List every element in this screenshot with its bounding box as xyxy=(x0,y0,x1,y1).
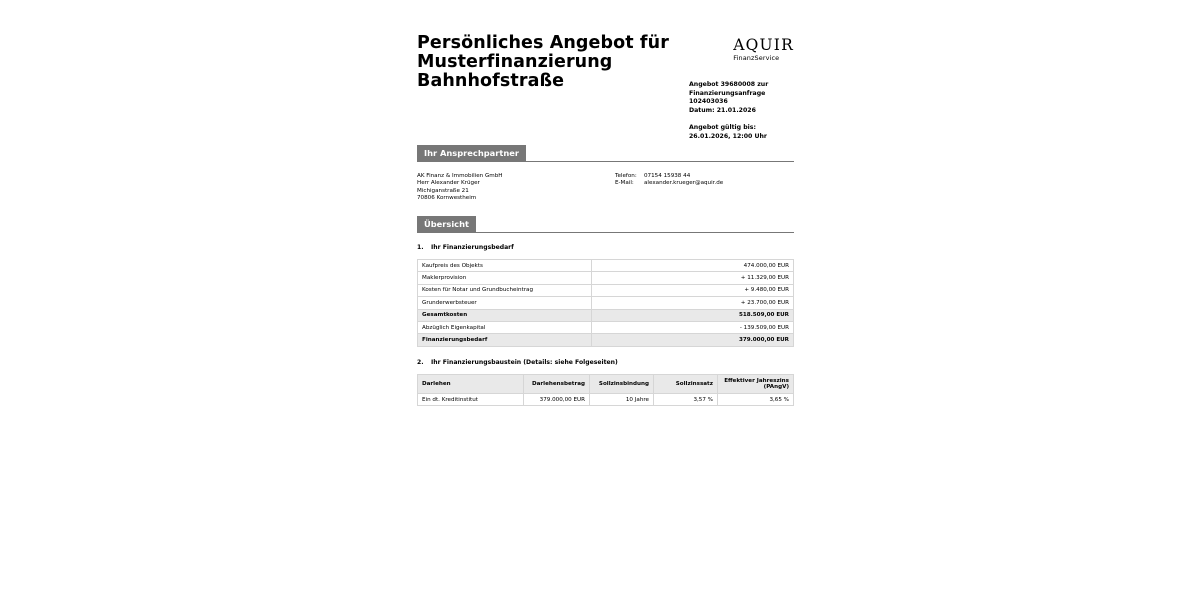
title-line-2: Musterfinanzierung Bahnhofstraße xyxy=(417,52,613,91)
offer-info xyxy=(689,81,799,142)
row-value: + 11.329,00 EUR xyxy=(592,272,794,284)
contact-section-bar xyxy=(417,145,794,162)
row-value: + 9.480,00 EUR xyxy=(592,284,794,296)
loan-name: Ein dt. Kreditinstitut xyxy=(418,394,524,406)
table-row xyxy=(418,284,794,296)
row-label: Maklerprovision xyxy=(418,272,592,284)
loan-rate: 3,57 % xyxy=(654,394,718,406)
request-number: Finanzierungsanfrage 102403036 xyxy=(689,89,766,106)
row-label: Kaufpreis des Objekts xyxy=(418,260,592,272)
col-header-effective-rate xyxy=(718,375,794,394)
phone-label: Telefon: xyxy=(615,173,637,179)
address-line: 70806 Kornwestheim xyxy=(417,194,477,201)
loan-table-header xyxy=(418,375,794,394)
loan-amount: 379.000,00 EUR xyxy=(524,394,590,406)
row-label: Gesamtkosten xyxy=(418,309,592,321)
row-label: Abzüglich Eigenkapital xyxy=(418,321,592,333)
row-value: 518.509,00 EUR xyxy=(592,309,794,321)
table-row xyxy=(418,334,794,346)
email-label: E-Mail: xyxy=(615,180,634,187)
phone-value: 07154 15938 44 xyxy=(644,173,691,179)
loan-fixed-period: 10 Jahre xyxy=(590,394,654,406)
row-label: Kosten für Notar und Grundbucheintrag xyxy=(418,284,592,296)
address-line: Michiganstraße 21 xyxy=(417,187,469,194)
row-value: 474.000,00 EUR xyxy=(592,260,794,272)
title-line-1: Persönliches Angebot für xyxy=(417,33,669,53)
col-header-loan: Darlehen xyxy=(418,375,524,394)
logo-wordmark: AQUIR xyxy=(733,36,794,54)
row-value: + 23.700,00 EUR xyxy=(592,297,794,309)
col-header-amount: Darlehensbetrag xyxy=(524,375,590,394)
offer-number: Angebot 39680008 zur xyxy=(689,81,769,88)
financing-need-table xyxy=(417,259,794,347)
overview-section-bar xyxy=(417,216,794,233)
table-row xyxy=(418,394,794,406)
offer-date: Datum: 21.01.2026 xyxy=(689,106,756,114)
company-logo xyxy=(733,38,794,62)
valid-until-value: 26.01.2026, 12:00 Uhr xyxy=(689,132,767,140)
effective-rate-line2: (PAngV) xyxy=(763,384,789,390)
effective-rate-line1: Effektiver Jahreszins xyxy=(724,377,789,384)
loan-effective-rate: 3,65 % xyxy=(718,394,794,406)
section-number: 2. xyxy=(417,359,424,366)
address-line: AK Finanz & Immobilien GmbH xyxy=(417,173,503,179)
financing-need-heading xyxy=(417,244,514,251)
row-value: 379.000,00 EUR xyxy=(592,334,794,346)
logo-subtitle: FinanzService xyxy=(733,54,780,62)
email-value[interactable]: alexander.krueger@aquir.de xyxy=(644,180,724,187)
page-title xyxy=(417,34,717,91)
table-row xyxy=(418,309,794,321)
col-header-rate: Sollzinssatz xyxy=(654,375,718,394)
row-label: Grunderwerbsteuer xyxy=(418,297,592,309)
row-value: - 139.509,00 EUR xyxy=(592,321,794,333)
overview-section-title: Übersicht xyxy=(417,216,476,232)
valid-until-label: Angebot gültig bis: xyxy=(689,124,756,132)
col-header-fixed-period: Sollzinsbindung xyxy=(590,375,654,394)
contact-details xyxy=(615,173,723,188)
table-row xyxy=(418,272,794,284)
section-title: Ihr Finanzierungsbaustein (Details: siehe Folgeseiten) xyxy=(431,359,618,366)
loan-table xyxy=(417,374,794,406)
contact-address xyxy=(417,173,503,202)
table-row xyxy=(418,260,794,272)
contact-section-title: Ihr Ansprechpartner xyxy=(417,145,526,161)
table-row xyxy=(418,321,794,333)
row-label: Finanzierungsbedarf xyxy=(418,334,592,346)
table-row xyxy=(418,297,794,309)
section-title: Ihr Finanzierungsbedarf xyxy=(431,244,514,251)
address-line: Herr Alexander Krüger xyxy=(417,180,480,187)
financing-module-heading xyxy=(417,359,618,366)
section-number: 1. xyxy=(417,244,424,251)
